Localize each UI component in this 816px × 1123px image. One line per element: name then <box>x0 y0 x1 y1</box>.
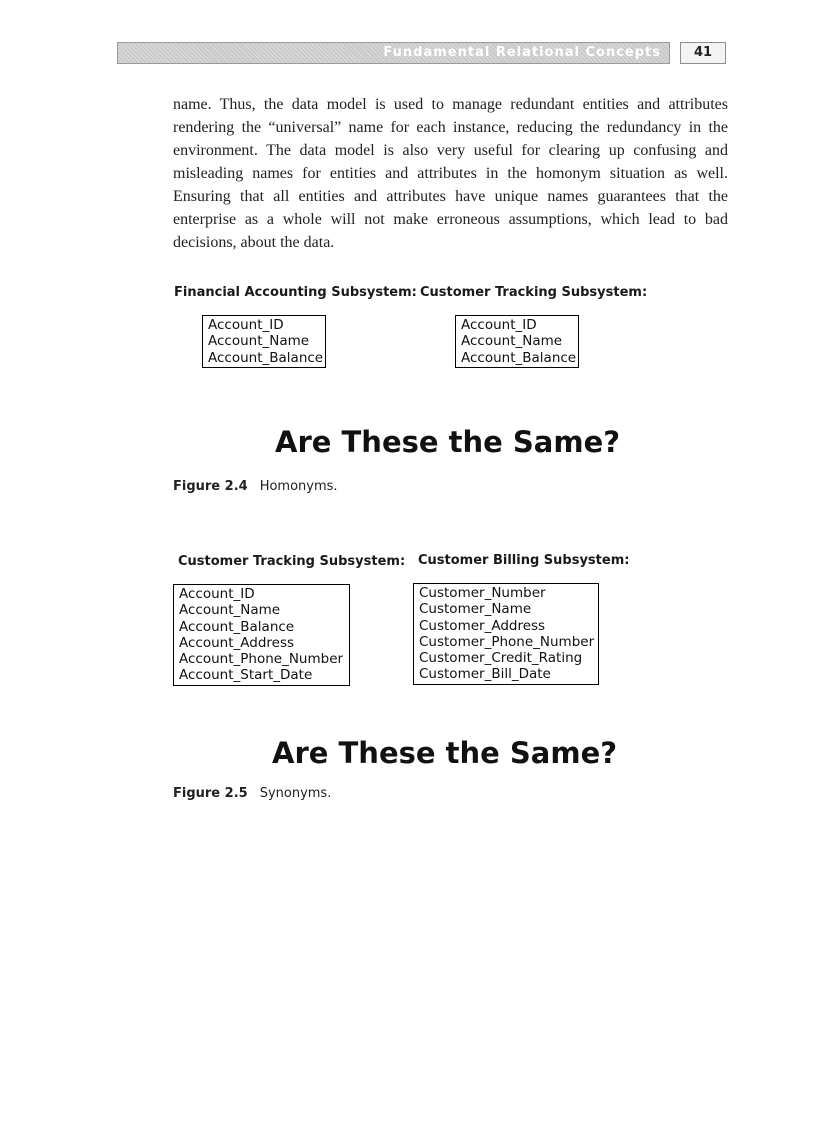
attribute-item: Account_Name <box>208 333 310 350</box>
attribute-item: Customer_Address <box>419 617 546 634</box>
attribute-item: Account_Balance <box>461 349 577 366</box>
attribute-item: Account_Name <box>179 602 281 619</box>
figure-question: Are These the Same? <box>272 736 618 770</box>
figure-caption <box>173 479 338 494</box>
entity-box-customer-billing <box>413 583 599 685</box>
page-number: 41 <box>680 42 726 64</box>
body-paragraph: name. Thus, the data model is used to manage redundant entities and attributes rendering the “universal” name for each instance, reducing the redundancy in the environment. The data model is also very useful for clearing up confusing and misleading names for entities and attributes in the homonym situation as well. Ensuring that all entities and attributes have unique names guarantees that the enterprise as a whole will not make erroneous assumptions, which lead to bad decisions, about the data. <box>173 96 728 251</box>
attribute-item: Customer_Credit_Rating <box>419 650 583 667</box>
attribute-item: Account_Phone_Number <box>179 651 344 668</box>
running-header-title: Fundamental Relational Concepts <box>383 45 661 60</box>
subsystem-title-customer-tracking: Customer Tracking Subsystem: <box>178 554 406 569</box>
entity-box-customer-tracking <box>173 584 350 686</box>
attribute-item: Account_ID <box>208 317 284 333</box>
attribute-item: Customer_Name <box>419 601 532 618</box>
figure-caption-text: Homonyms. <box>259 479 338 494</box>
attribute-item: Customer_Phone_Number <box>419 633 595 650</box>
subsystem-title-customer-billing: Customer Billing Subsystem: <box>418 553 630 568</box>
figure-question: Are These the Same? <box>275 425 621 459</box>
attribute-item: Account_ID <box>179 586 255 602</box>
running-header-band <box>117 42 670 64</box>
attribute-item: Account_Balance <box>179 618 295 635</box>
figure-label: Figure 2.5 <box>173 786 248 801</box>
entity-box-financial-accounting <box>202 315 326 368</box>
attribute-item: Account_Start_Date <box>179 667 313 684</box>
attribute-item: Customer_Number <box>419 585 546 601</box>
attribute-item: Account_ID <box>461 317 537 333</box>
attribute-item: Account_Address <box>179 634 295 651</box>
entity-box-customer-tracking <box>455 315 579 368</box>
figure-label: Figure 2.4 <box>173 479 248 494</box>
figure-caption <box>173 786 331 801</box>
subsystem-title-financial-accounting: Financial Accounting Subsystem: <box>174 285 417 300</box>
attribute-item: Account_Balance <box>208 349 324 366</box>
subsystem-title-customer-tracking: Customer Tracking Subsystem: <box>420 285 648 300</box>
figure-caption-text: Synonyms. <box>259 786 332 801</box>
attribute-item: Customer_Bill_Date <box>419 666 551 683</box>
attribute-item: Account_Name <box>461 333 563 350</box>
